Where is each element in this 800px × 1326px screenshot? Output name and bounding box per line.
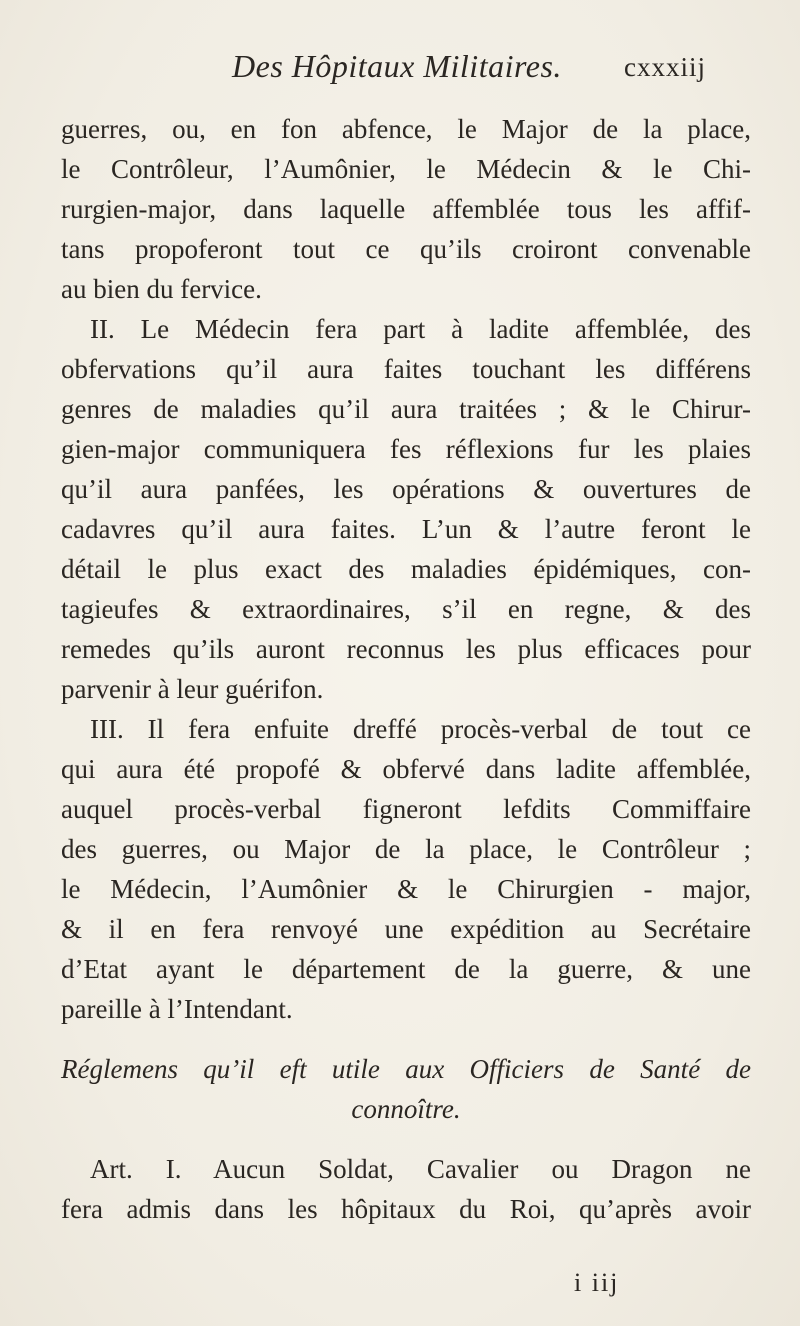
section-heading: Réglemens qu’il eft utile aux Officiers de Santé de: [61, 1054, 751, 1084]
text-line: qui aura été propofé & obfervé dans ladite affemblée,: [61, 754, 751, 784]
text-line: des guerres, ou Major de la place, le Contrôleur ;: [61, 834, 751, 864]
article-iii-start: III. Il fera enfuite dreffé procès-verbal de tout ce: [90, 714, 751, 744]
running-head-title: Des Hôpitaux Militaires.: [232, 48, 562, 84]
text-line: d’Etat ayant le département de la guerre, & une: [61, 954, 751, 984]
text-line: cadavres qu’il aura faites. L’un & l’autre feront le: [61, 514, 751, 544]
article-ii-start: II. Le Médecin fera part à ladite affemblée, des: [90, 314, 751, 344]
text-line: auquel procès-verbal figneront lefdits Commiffaire: [61, 794, 751, 824]
text-line: obfervations qu’il aura faites touchant les différens: [61, 354, 751, 384]
text-line: gien-major communiquera fes réflexions fur les plaies: [61, 434, 751, 464]
text-line: le Médecin, l’Aumônier & le Chirurgien - major,: [61, 874, 751, 904]
text-line: au bien du fervice.: [61, 274, 262, 304]
text-line: rurgien-major, dans laquelle affemblée tous les affif-: [61, 194, 751, 224]
text-line: pareille à l’Intendant.: [61, 994, 293, 1024]
text-line: tans propoferont tout ce qu’ils croiront convenable: [61, 234, 751, 264]
text-line: guerres, ou, en fon abfence, le Major de la place,: [61, 114, 751, 144]
text-line: genres de maladies qu’il aura traitées ; & le Chirur-: [61, 394, 751, 424]
section-heading-end: connoître.: [351, 1094, 461, 1124]
text-line: le Contrôleur, l’Aumônier, le Médecin & le Chi-: [61, 154, 751, 184]
text-line: parvenir à leur guérifon.: [61, 674, 324, 704]
text-line: remedes qu’ils auront reconnus les plus efficaces pour: [61, 634, 751, 664]
text-line: qu’il aura panfées, les opérations & ouvertures de: [61, 474, 751, 504]
page-number: cxxxiij: [624, 52, 706, 82]
text-line: détail le plus exact des maladies épidémiques, con-: [61, 554, 751, 584]
text-line: tagieufes & extraordinaires, s’il en regne, & des: [61, 594, 751, 624]
article-i-start: Art. I. Aucun Soldat, Cavalier ou Dragon ne: [90, 1154, 751, 1184]
text-line: & il en fera renvoyé une expédition au Secrétaire: [61, 914, 751, 944]
signature-mark: i iij: [574, 1268, 620, 1297]
text-line: fera admis dans les hôpitaux du Roi, qu’après avoir: [61, 1194, 751, 1224]
